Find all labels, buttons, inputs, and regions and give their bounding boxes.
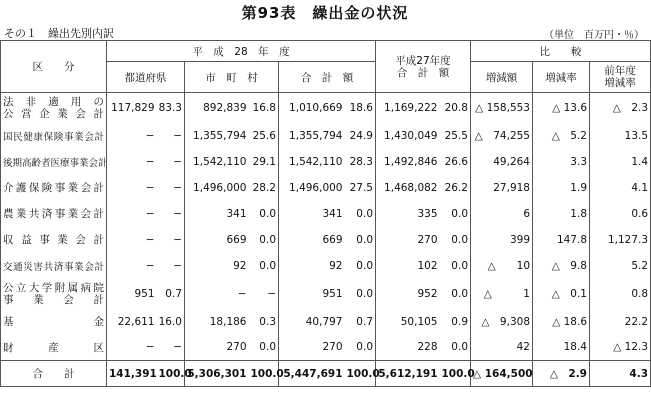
table-title: 第93表 繰出金の状況 [241, 4, 409, 22]
row-label: 国民健康保険事業会計 [1, 123, 107, 149]
cell-muni-pct: 16.8 [252, 101, 276, 114]
cell-h27: 1,430,049 [376, 123, 440, 149]
cell-diff: 6 [471, 201, 533, 227]
cell-muni-pct: 29.1 [252, 155, 276, 168]
cell-muni-pct: 28.2 [252, 181, 276, 194]
cell-muni-pct: − [267, 287, 276, 300]
cell-prev-rate: 22.2 [590, 309, 651, 335]
table-row [1, 227, 651, 253]
cell-rate: 1.8 [533, 201, 590, 227]
cell-total: 1,542,110 [279, 149, 345, 175]
cell-muni: 270 [185, 335, 249, 361]
cell-pref: − [107, 335, 157, 361]
cell-muni: 1,542,110 [185, 149, 249, 175]
cell-rate: △ 0.1 [533, 279, 590, 309]
cell-prev-rate: 0.6 [590, 201, 651, 227]
cell-total-pct: 28.3 [349, 155, 373, 168]
cell-muni: 892,839 [185, 93, 249, 123]
cell-pref-pct: 100.0 [157, 361, 185, 387]
cell-pref-pct: − [173, 155, 182, 168]
total-label: 合 計 [1, 361, 107, 387]
cell-prev-rate: △ 12.3 [590, 335, 651, 361]
cell-pref: 141,391 [107, 361, 157, 387]
row-label: 農業共済事業会計 [1, 201, 107, 227]
comparison-header: 比 較 [471, 41, 651, 62]
cell-h27: 228 [376, 335, 440, 361]
cell-h27-pct: 25.5 [444, 129, 468, 142]
cell-total: 40,797 [279, 309, 345, 335]
cell-muni-pct: 0.3 [259, 315, 276, 328]
cell-h27-pct: 100.0 [440, 361, 471, 387]
cell-muni: 1,496,000 [185, 175, 249, 201]
cell-h27-pct: 0.0 [451, 259, 468, 272]
prev-rate-header: 前年度 増減率 [590, 62, 651, 93]
cell-muni: − [185, 279, 249, 309]
cell-pref: − [107, 149, 157, 175]
cell-h27: 102 [376, 253, 440, 279]
cell-muni-pct: 100.0 [249, 361, 279, 387]
table-subtitle: その１ 繰出先別内訳 [4, 27, 114, 40]
row-label: 収益事業会計 [1, 227, 107, 253]
cell-pref-pct: 83.3 [158, 101, 182, 114]
table-row [1, 279, 651, 309]
cell-h27-pct: 0.0 [451, 233, 468, 246]
cell-pref: − [107, 175, 157, 201]
table-row [1, 253, 651, 279]
cell-diff: 42 [471, 335, 533, 361]
cell-muni: 1,355,794 [185, 123, 249, 149]
cell-muni-pct: 0.0 [259, 341, 276, 354]
cell-total: 5,447,691 [279, 361, 345, 387]
cell-total: 92 [279, 253, 345, 279]
total-header: 合 計 額 [279, 62, 376, 93]
cell-total: 951 [279, 279, 345, 309]
cell-rate: 3.3 [533, 149, 590, 175]
cell-pref-pct: 0.7 [165, 287, 182, 300]
cell-pref: − [107, 123, 157, 149]
row-label: 法非適用の 公営企業会計 [1, 93, 107, 123]
table-row [1, 309, 651, 335]
cell-rate: △ 9.8 [533, 253, 590, 279]
cell-pref: 22,611 [107, 309, 157, 335]
cell-prev-rate: 0.8 [590, 279, 651, 309]
cell-diff: 49,264 [471, 149, 533, 175]
cell-muni: 341 [185, 201, 249, 227]
cell-rate: 1.9 [533, 175, 590, 201]
rate-header: 増減率 [533, 62, 590, 93]
cell-pref-pct: − [173, 233, 182, 246]
cell-total: 1,010,669 [279, 93, 345, 123]
table-row [1, 175, 651, 201]
cell-h27-pct: 26.6 [444, 155, 468, 168]
cell-prev-rate: 1.4 [590, 149, 651, 175]
cell-total: 669 [279, 227, 345, 253]
cell-pref-pct: 16.0 [158, 315, 182, 328]
cell-muni: 669 [185, 227, 249, 253]
cell-diff: 399 [471, 227, 533, 253]
cell-diff: △ 10 [471, 253, 533, 279]
unit-note: （単位 百万円・％） [544, 30, 644, 41]
cell-total-pct: 18.6 [349, 101, 373, 114]
table-row [1, 201, 651, 227]
cell-total: 270 [279, 335, 345, 361]
cell-pref-pct: − [173, 207, 182, 220]
cell-rate: △ 5.2 [533, 123, 590, 149]
cell-total-pct: 0.0 [356, 233, 373, 246]
cell-muni: 92 [185, 253, 249, 279]
cell-total: 1,355,794 [279, 123, 345, 149]
municipal-header: 市 町 村 [185, 62, 279, 93]
cell-prev-rate: 4.1 [590, 175, 651, 201]
cell-pref-pct: − [173, 259, 182, 272]
cell-rate: △ 18.6 [533, 309, 590, 335]
cell-h27-pct: 0.0 [451, 207, 468, 220]
transfer-table [0, 40, 651, 387]
cell-pref: − [107, 201, 157, 227]
row-label: 交通災害共済事業会計 [1, 253, 107, 279]
h28-header: 平 成 28 年 度 [107, 41, 376, 62]
cell-pref: − [107, 227, 157, 253]
cell-total-pct: 100.0 [345, 361, 376, 387]
row-label: 基金 [1, 309, 107, 335]
row-label: 財産区 [1, 335, 107, 361]
total-row [1, 361, 651, 387]
cell-prev-rate: 4.3 [590, 361, 651, 387]
cell-h27: 952 [376, 279, 440, 309]
cell-h27-pct: 0.0 [451, 341, 468, 354]
cell-pref-pct: − [173, 341, 182, 354]
h27-header: 平成27年度 合 計 額 [376, 41, 471, 93]
cell-muni-pct: 0.0 [259, 259, 276, 272]
table-row [1, 123, 651, 149]
cell-muni: 18,186 [185, 309, 249, 335]
cell-diff: △ 158,553 [471, 93, 533, 123]
cell-h27: 1,492,846 [376, 149, 440, 175]
cell-prev-rate: 1,127.3 [590, 227, 651, 253]
cell-total-pct: 0.0 [356, 341, 373, 354]
cell-total-pct: 0.0 [356, 207, 373, 220]
cell-rate: 147.8 [533, 227, 590, 253]
row-label: 公立大学附属病院 事業会計 [1, 279, 107, 309]
table-row [1, 93, 651, 123]
cell-h27-pct: 0.0 [451, 287, 468, 300]
cell-rate: △ 13.6 [533, 93, 590, 123]
cell-prev-rate: 13.5 [590, 123, 651, 149]
row-label: 介護保険事業会計 [1, 175, 107, 201]
row-label: 後期高齢者医療事業会計 [1, 149, 107, 175]
cell-diff: △ 74,255 [471, 123, 533, 149]
cell-h27-pct: 20.8 [444, 101, 468, 114]
cell-h27-pct: 0.9 [451, 315, 468, 328]
cell-pref: 951 [107, 279, 157, 309]
cell-total-pct: 0.0 [356, 287, 373, 300]
cell-h27: 1,169,222 [376, 93, 440, 123]
cell-muni: 5,306,301 [185, 361, 249, 387]
cell-h27: 5,612,191 [376, 361, 440, 387]
cell-h27: 50,105 [376, 309, 440, 335]
cell-pref-pct: − [173, 181, 182, 194]
cell-h27: 270 [376, 227, 440, 253]
table-row [1, 335, 651, 361]
category-header: 区 分 [1, 41, 107, 93]
cell-rate: △ 2.9 [533, 361, 590, 387]
cell-pref: 117,829 [107, 93, 157, 123]
cell-diff: △ 9,308 [471, 309, 533, 335]
cell-pref-pct: − [173, 129, 182, 142]
cell-pref: − [107, 253, 157, 279]
diff-header: 増減額 [471, 62, 533, 93]
cell-muni-pct: 0.0 [259, 233, 276, 246]
cell-rate: 18.4 [533, 335, 590, 361]
cell-total-pct: 24.9 [349, 129, 373, 142]
cell-diff: △ 1 [471, 279, 533, 309]
cell-h27-pct: 26.2 [444, 181, 468, 194]
prefecture-header: 都道府県 [107, 62, 185, 93]
cell-total-pct: 0.7 [356, 315, 373, 328]
cell-prev-rate: △ 2.3 [590, 93, 651, 123]
cell-muni-pct: 25.6 [252, 129, 276, 142]
cell-diff: 27,918 [471, 175, 533, 201]
cell-total: 1,496,000 [279, 175, 345, 201]
cell-prev-rate: 5.2 [590, 253, 651, 279]
cell-total-pct: 0.0 [356, 259, 373, 272]
cell-h27: 335 [376, 201, 440, 227]
table-row [1, 149, 651, 175]
cell-diff: △ 164,500 [471, 361, 533, 387]
cell-h27: 1,468,082 [376, 175, 440, 201]
cell-total-pct: 27.5 [349, 181, 373, 194]
cell-muni-pct: 0.0 [259, 207, 276, 220]
cell-total: 341 [279, 201, 345, 227]
